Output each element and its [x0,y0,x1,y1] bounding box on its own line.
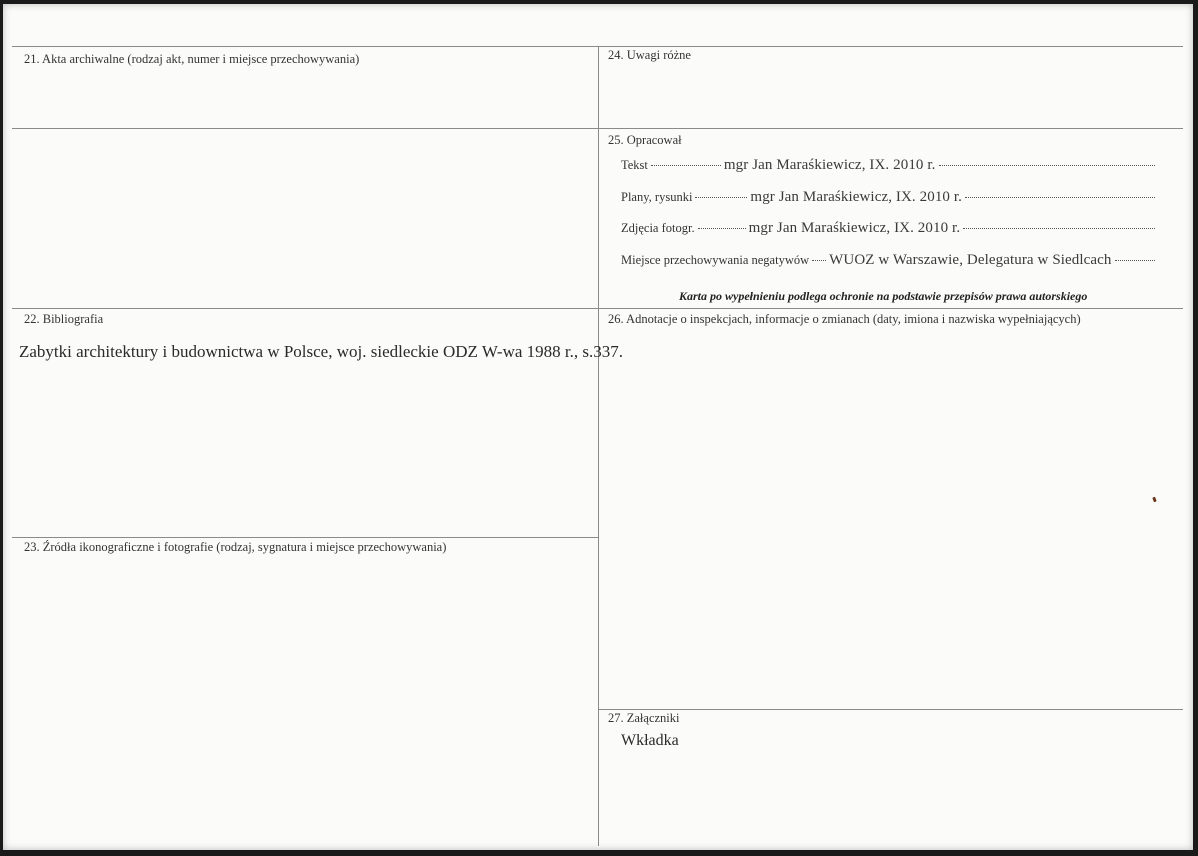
author-text-value: mgr Jan Maraśkiewicz, IX. 2010 r. [723,157,936,173]
rule-right-26-top [598,308,1183,309]
rule-left-23-top [12,537,598,538]
copyright-notice: Karta po wypełnieniu podlega ochronie na podstawie przepisów prawa autorskiego [679,289,1088,303]
author-text-label: Tekst [621,158,648,172]
rule-right-24-bottom [598,128,1183,129]
rule-right-27-top [598,709,1183,710]
section-27-label: 27. Załączniki [608,711,680,725]
section-21-label: 21. Akta archiwalne (rodzaj akt, numer i miejsce przechowywania) [24,52,360,66]
author-photos-label: Zdjęcia fotogr. [621,221,695,235]
center-divider [598,46,599,846]
form-sheet [3,4,1193,850]
scan-speck [1152,497,1157,503]
rule-left-21-bottom [12,128,598,129]
section-25-label: 25. Opracował [608,133,682,147]
author-text-row [621,157,1155,174]
negatives-location-value: WUOZ w Warszawie, Delegatura w Siedlcach [829,252,1112,268]
negatives-location-label: Miejsce przechowywania negatywów [621,253,810,267]
bibliography-text: Zabytki architektury i budownictwa w Polsce, woj. siedleckie ODZ W-wa 1988 r., s.337. [19,342,624,361]
section-26-label: 26. Adnotacje o inspekcjach, informacje o zmianach (daty, imiona i nazwiska wypełniających) [608,312,1081,326]
section-24-label: 24. Uwagi różne [608,48,691,62]
author-photos-row [621,220,1155,237]
author-photos-value: mgr Jan Maraśkiewicz, IX. 2010 r. [748,220,961,236]
author-plans-label: Plany, rysunki [621,190,693,204]
author-plans-row [621,189,1155,206]
attachments-text: Wkładka [621,732,679,749]
author-plans-value: mgr Jan Maraśkiewicz, IX. 2010 r. [750,189,963,205]
negatives-location-row [621,252,1155,269]
section-23-label: 23. Źródła ikonograficzne i fotografie (rodzaj, sygnatura i miejsce przechowywania) [24,540,447,554]
rule-left-22-top [12,308,598,309]
section-22-label: 22. Bibliografia [24,312,104,326]
